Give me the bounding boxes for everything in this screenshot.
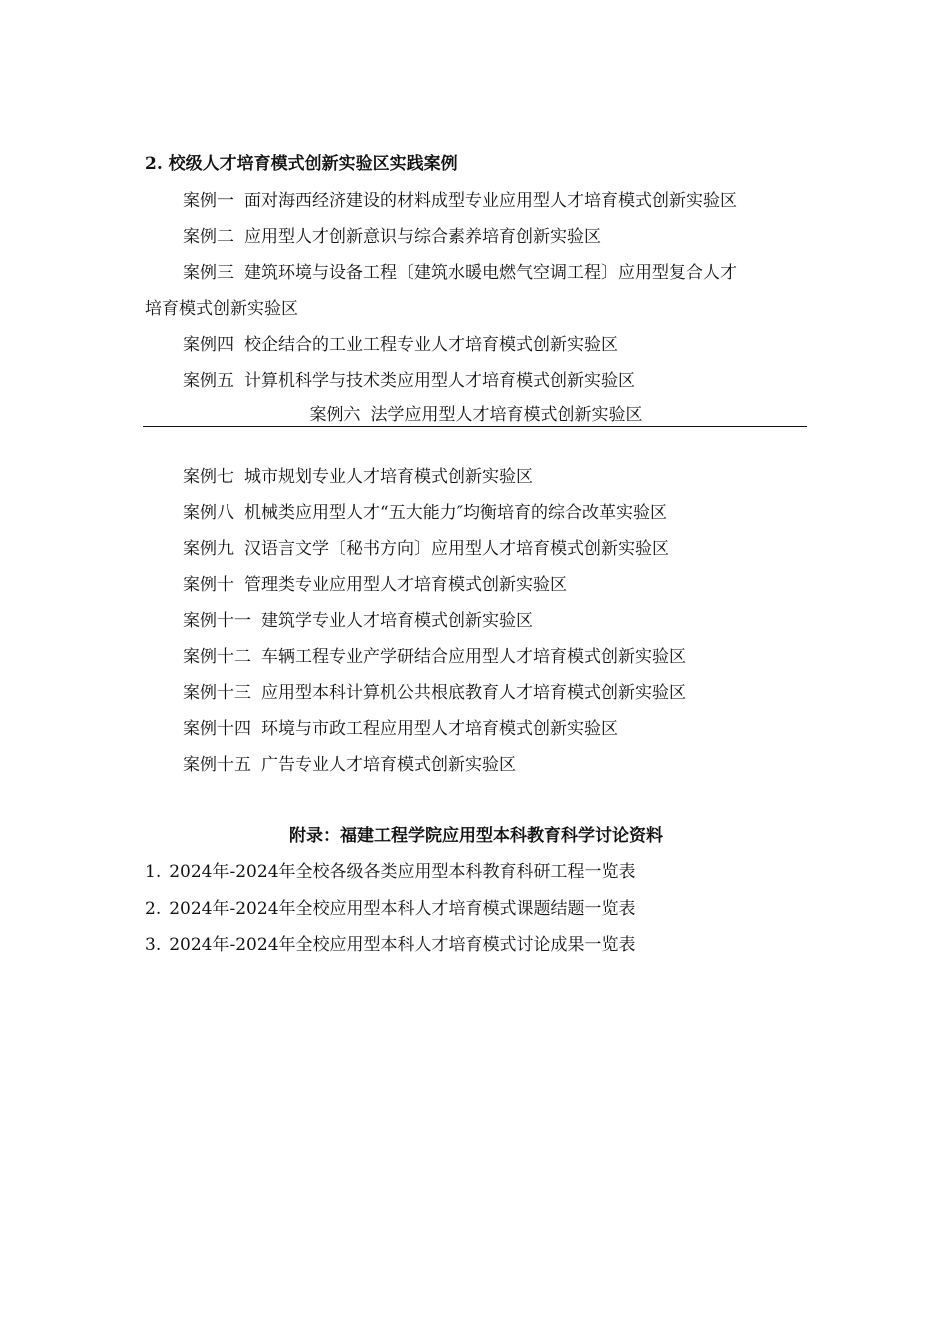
case-title: 车辆工程专业产学研结合应用型人才培育模式创新实验区 [261, 647, 686, 667]
case-item [183, 574, 567, 596]
case-item [183, 334, 618, 356]
case-title: 广告专业人才培育模式创新实验区 [261, 755, 516, 775]
case-number: 案例十四 [183, 719, 251, 739]
case-number: 案例九 [183, 539, 234, 559]
case-title: 校企结合的工业工程专业人才培育模式创新实验区 [244, 335, 618, 355]
case-number: 案例一 [183, 191, 234, 211]
case-title: 城市规划专业人才培育模式创新实验区 [244, 467, 533, 487]
case-title: 环境与市政工程应用型人才培育模式创新实验区 [261, 719, 618, 739]
appendix-title: 附录：福建工程学院应用型本科教育科学讨论资料 [289, 826, 663, 846]
case-number: 案例七 [183, 467, 234, 487]
case-number: 案例二 [183, 227, 234, 247]
case-number: 案例五 [183, 371, 234, 391]
appendix-item [145, 934, 636, 956]
horizontal-rule [143, 426, 807, 427]
case-item [183, 466, 533, 488]
case-number: 案例十五 [183, 755, 251, 775]
case-title: 应用型本科计算机公共根底教育人才培育模式创新实验区 [261, 683, 686, 703]
case-title: 计算机科学与技术类应用型人才培育模式创新实验区 [244, 371, 635, 391]
case-number: 案例三 [183, 263, 234, 283]
case-item [183, 262, 737, 284]
case-title: 汉语言文学〔秘书方向〕应用型人才培育模式创新实验区 [244, 539, 669, 559]
case-number: 案例六 [309, 405, 361, 425]
case-title: 机械类应用型人才“五大能力″均衡培育的综合改革实验区 [244, 503, 668, 523]
case-item [183, 190, 737, 212]
case-number: 案例十 [183, 575, 234, 595]
appendix-item-number: 3. [145, 935, 162, 955]
appendix-item-text: 2024年-2024年全校应用型本科人才培育模式讨论成果一览表 [169, 935, 636, 955]
appendix-item-number: 2. [145, 899, 162, 919]
case-title: 建筑环境与设备工程〔建筑水暖电燃气空调工程〕应用型复合人才 [244, 263, 737, 283]
case-item [183, 682, 686, 704]
section-heading: 2. 校级人才培育模式创新实验区实践案例 [145, 154, 458, 174]
case-title: 面对海西经济建设的材料成型专业应用型人才培育模式创新实验区 [244, 191, 737, 211]
case-item [183, 226, 601, 248]
case-item [183, 754, 516, 776]
appendix-item [145, 898, 636, 920]
case-item-centered [145, 404, 807, 426]
appendix-item-text: 2024年-2024年全校各级各类应用型本科教育科研工程一览表 [169, 862, 636, 882]
case-number: 案例十三 [183, 683, 251, 703]
appendix-item-text: 2024年-2024年全校应用型本科人才培育模式课题结题一览表 [169, 899, 636, 919]
case-item [183, 370, 635, 392]
case-number: 案例四 [183, 335, 234, 355]
case-item [183, 502, 667, 524]
case-title: 管理类专业应用型人才培育模式创新实验区 [244, 575, 567, 595]
case-item [183, 610, 533, 632]
case-number: 案例十一 [183, 611, 251, 631]
case-title: 应用型人才创新意识与综合素养培育创新实验区 [244, 227, 601, 247]
case-title: 建筑学专业人才培育模式创新实验区 [261, 611, 533, 631]
case-title-continuation: 培育模式创新实验区 [145, 299, 298, 319]
case-title: 法学应用型人才培育模式创新实验区 [370, 405, 643, 425]
case-item [183, 646, 686, 668]
appendix-item [145, 861, 636, 883]
case-number: 案例八 [183, 503, 234, 523]
case-item [183, 538, 669, 560]
case-item [183, 718, 618, 740]
appendix-item-number: 1. [145, 862, 162, 882]
case-number: 案例十二 [183, 647, 251, 667]
